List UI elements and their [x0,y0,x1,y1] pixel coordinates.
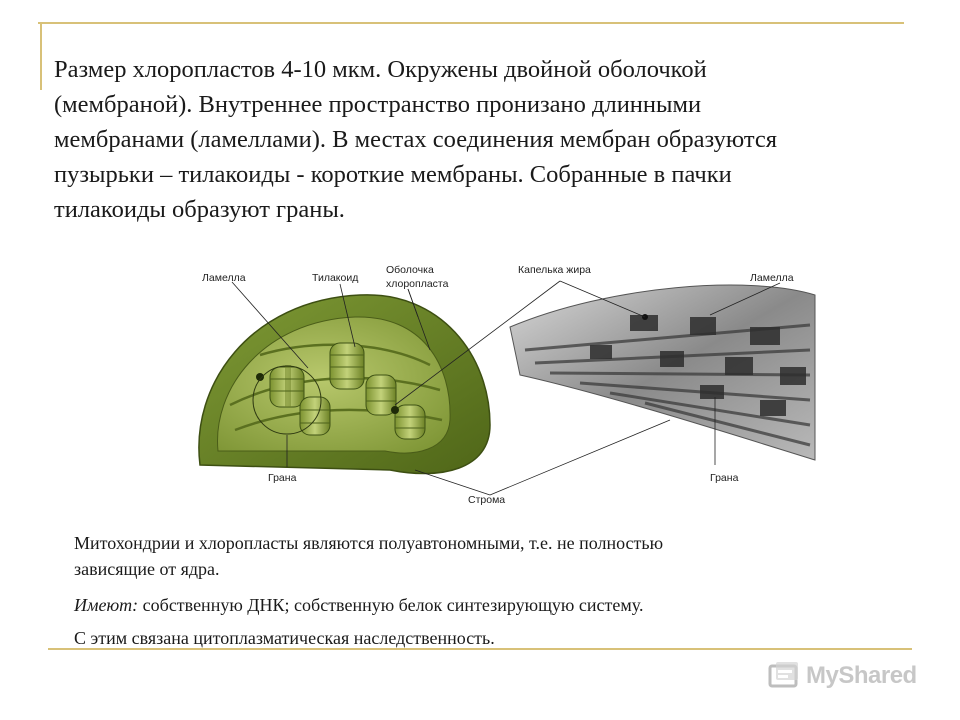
electron-micrograph [510,285,815,460]
label-thylakoid: Тилакоид [312,272,359,284]
myshared-logo-icon [768,660,802,692]
label-stroma: Строма [468,494,506,506]
label-lamella-right: Ламелла [750,272,794,284]
note-have-text: собственную ДНК; собственную белок синтезирующую систему. [138,595,644,615]
label-grana-right: Грана [710,472,739,484]
note-semiautonomous-b: зависящие от ядра. [74,559,220,579]
note-semiautonomous [74,530,894,582]
main-paragraph-line-2: (мембраной). Внутреннее пространство пронизано длинными [54,91,702,118]
note-heredity: С этим связана цитоплазматическая наследственность. [74,628,495,648]
label-envelope-1: Оболочка [386,264,434,276]
label-fat-droplet: Капелька жира [518,264,591,276]
chloroplast-diagram [190,255,820,515]
main-paragraph-line-1: Размер хлоропластов 4-10 мкм. Окружены двойной оболочкой [54,56,707,83]
watermark-text: MyShared [806,662,917,689]
note-semiautonomous-a: Митохондрии и хлоропласты являются полуавтономными, т.е. не полностью [74,533,664,553]
bottom-notes [74,530,894,657]
note-have [74,591,894,619]
decorative-top-line [38,22,904,24]
decorative-bottom-line [48,648,912,650]
label-envelope-2: хлоропласта [386,278,449,290]
chloroplast-illustration [199,295,490,474]
watermark [768,656,928,696]
main-paragraph-line-3: мембранами (ламеллами). В местах соединения мембран образуются [54,126,778,153]
label-lamella-left: Ламелла [202,272,246,284]
decorative-left-line [40,22,42,90]
main-paragraph [54,52,934,227]
main-paragraph-line-4: пузырьки – тилакоиды - короткие мембраны. Собранные в пачки [54,161,732,188]
label-grana-left: Грана [268,472,297,484]
main-paragraph-line-5: тилакоиды образуют граны. [54,196,345,223]
note-have-label: Имеют: [74,595,139,615]
